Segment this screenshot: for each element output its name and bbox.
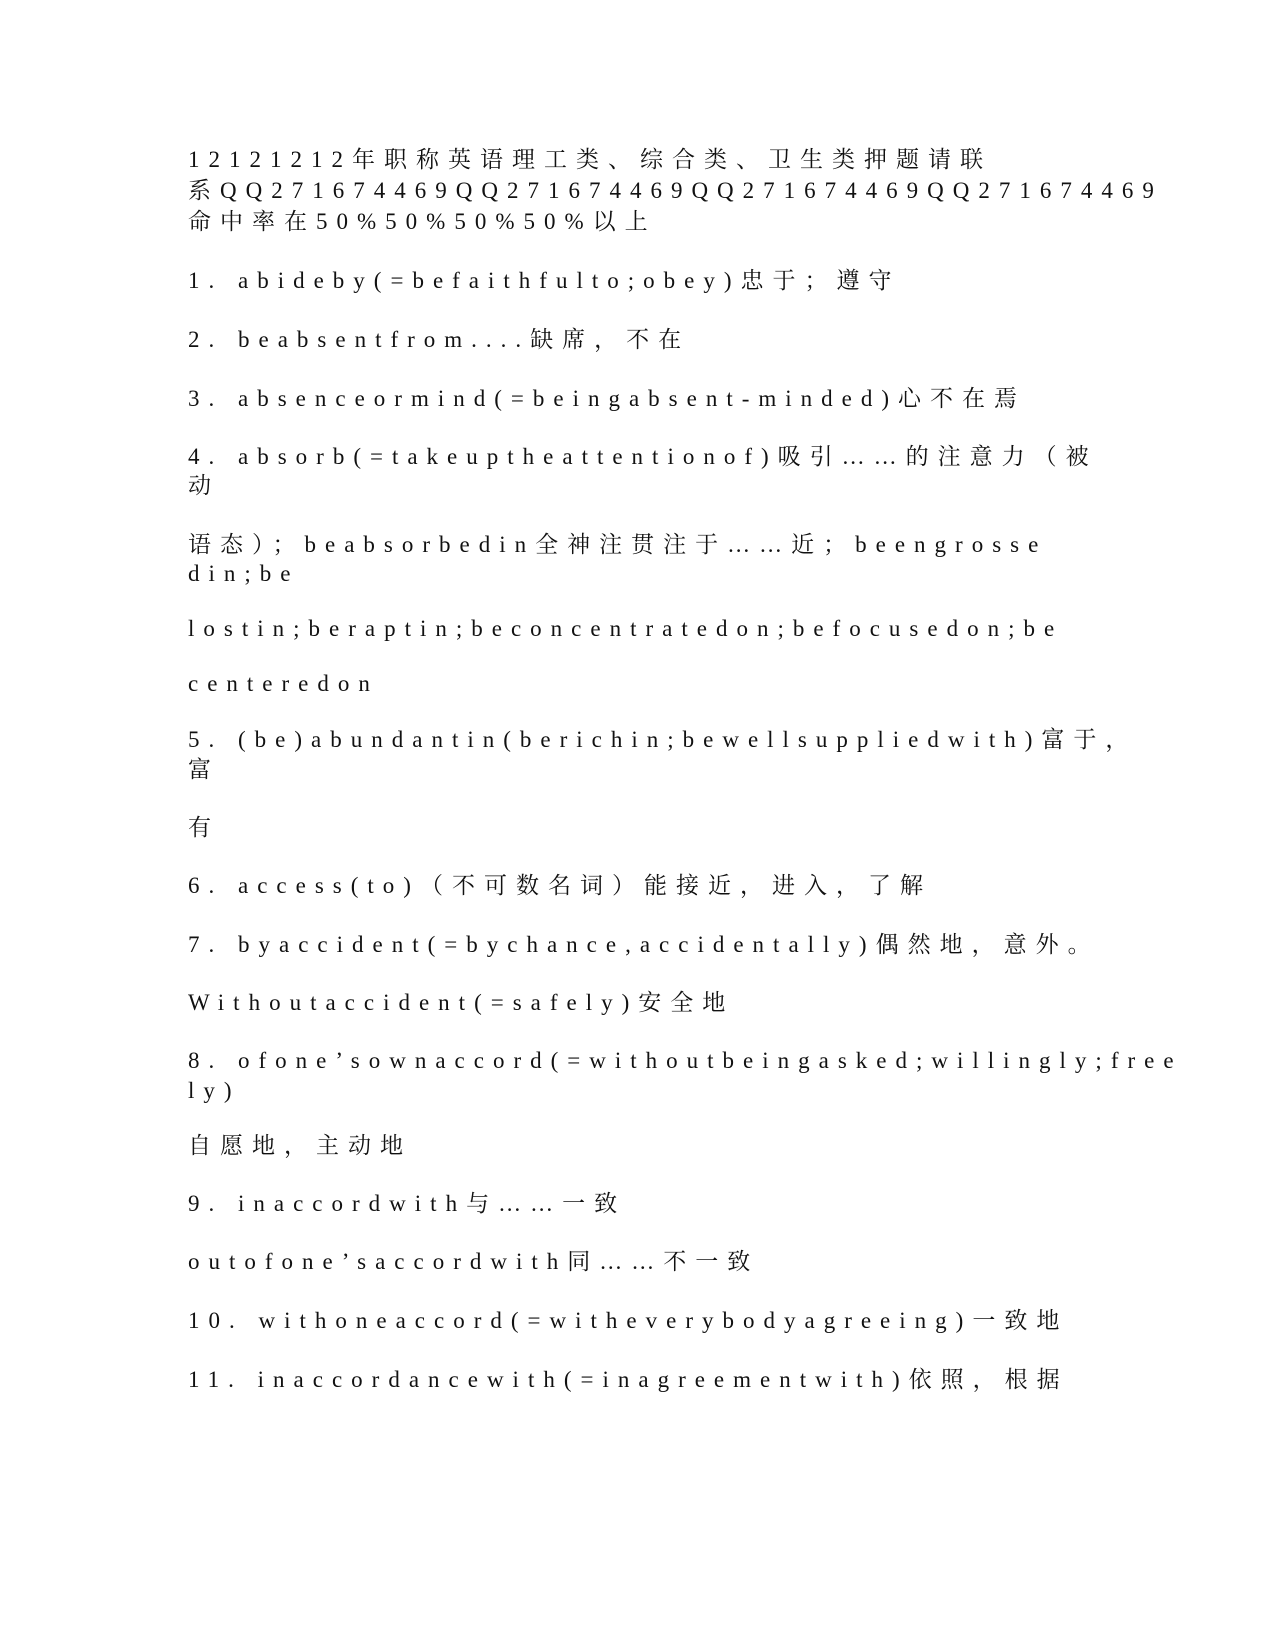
entry-5-cont-2: 有	[188, 815, 220, 840]
entry-2: 2. beabsentfrom....缺席，不在	[188, 327, 691, 352]
entry-8-cont: ly)	[188, 1078, 241, 1103]
header-line-3: 命中率在50%50%50%50%以上	[188, 209, 657, 234]
entry-1: 1. abideby(=befaithfulto;obey)忠于；遵守	[188, 268, 901, 293]
entry-3: 3. absenceormind(=beingabsent-minded)心不在焉	[188, 386, 1027, 411]
entry-4-voice: 语态）；beabsorbedin全神注贯注于……近；beengrosse	[188, 532, 1048, 557]
entry-4-cont: 动	[188, 473, 220, 498]
header-line-1: 12121212年职称英语理工类、综合类、卫生类押题请联	[188, 147, 992, 172]
entry-4: 4. absorb(=takeuptheattentionof)吸引……的注意力（被	[188, 444, 1098, 469]
entry-7: 7. byaccident(=bychance,accidentally)偶然地，意外。	[188, 932, 1100, 957]
entry-8-meaning: 自愿地，主动地	[188, 1133, 412, 1158]
entry-10: 10. withoneaccord(=witheverybodyagreeing)一致地	[188, 1308, 1069, 1333]
header-line-2: 系QQ271674469QQ271674469QQ271674469QQ271674469	[188, 178, 1163, 203]
entry-11: 11. inaccordancewith(=inagreementwith)依照，根据	[188, 1367, 1069, 1392]
entry-5: 5. (be)abundantin(berichin;bewellsuppliedwith)富于，	[188, 727, 1138, 752]
entry-4-voice-cont: din;be	[188, 561, 300, 586]
entry-4-synonyms-cont: centeredon	[188, 671, 379, 696]
entry-9: 9. inaccordwith与……一致	[188, 1191, 627, 1216]
entry-6: 6. access(to)（不可数名词）能接近，进入，了解	[188, 873, 932, 898]
entry-7-cont: Withoutaccident(=safely)安全地	[188, 990, 735, 1015]
entry-4-synonyms: lostin;beraptin;beconcentratedon;befocusedon;be	[188, 616, 1064, 641]
entry-5-cont: 富	[188, 757, 220, 782]
entry-8: 8. ofone’sownaccord(=withoutbeingasked;willingly;free	[188, 1048, 1183, 1073]
entry-9-cont: outofone’saccordwith同……不一致	[188, 1249, 760, 1274]
